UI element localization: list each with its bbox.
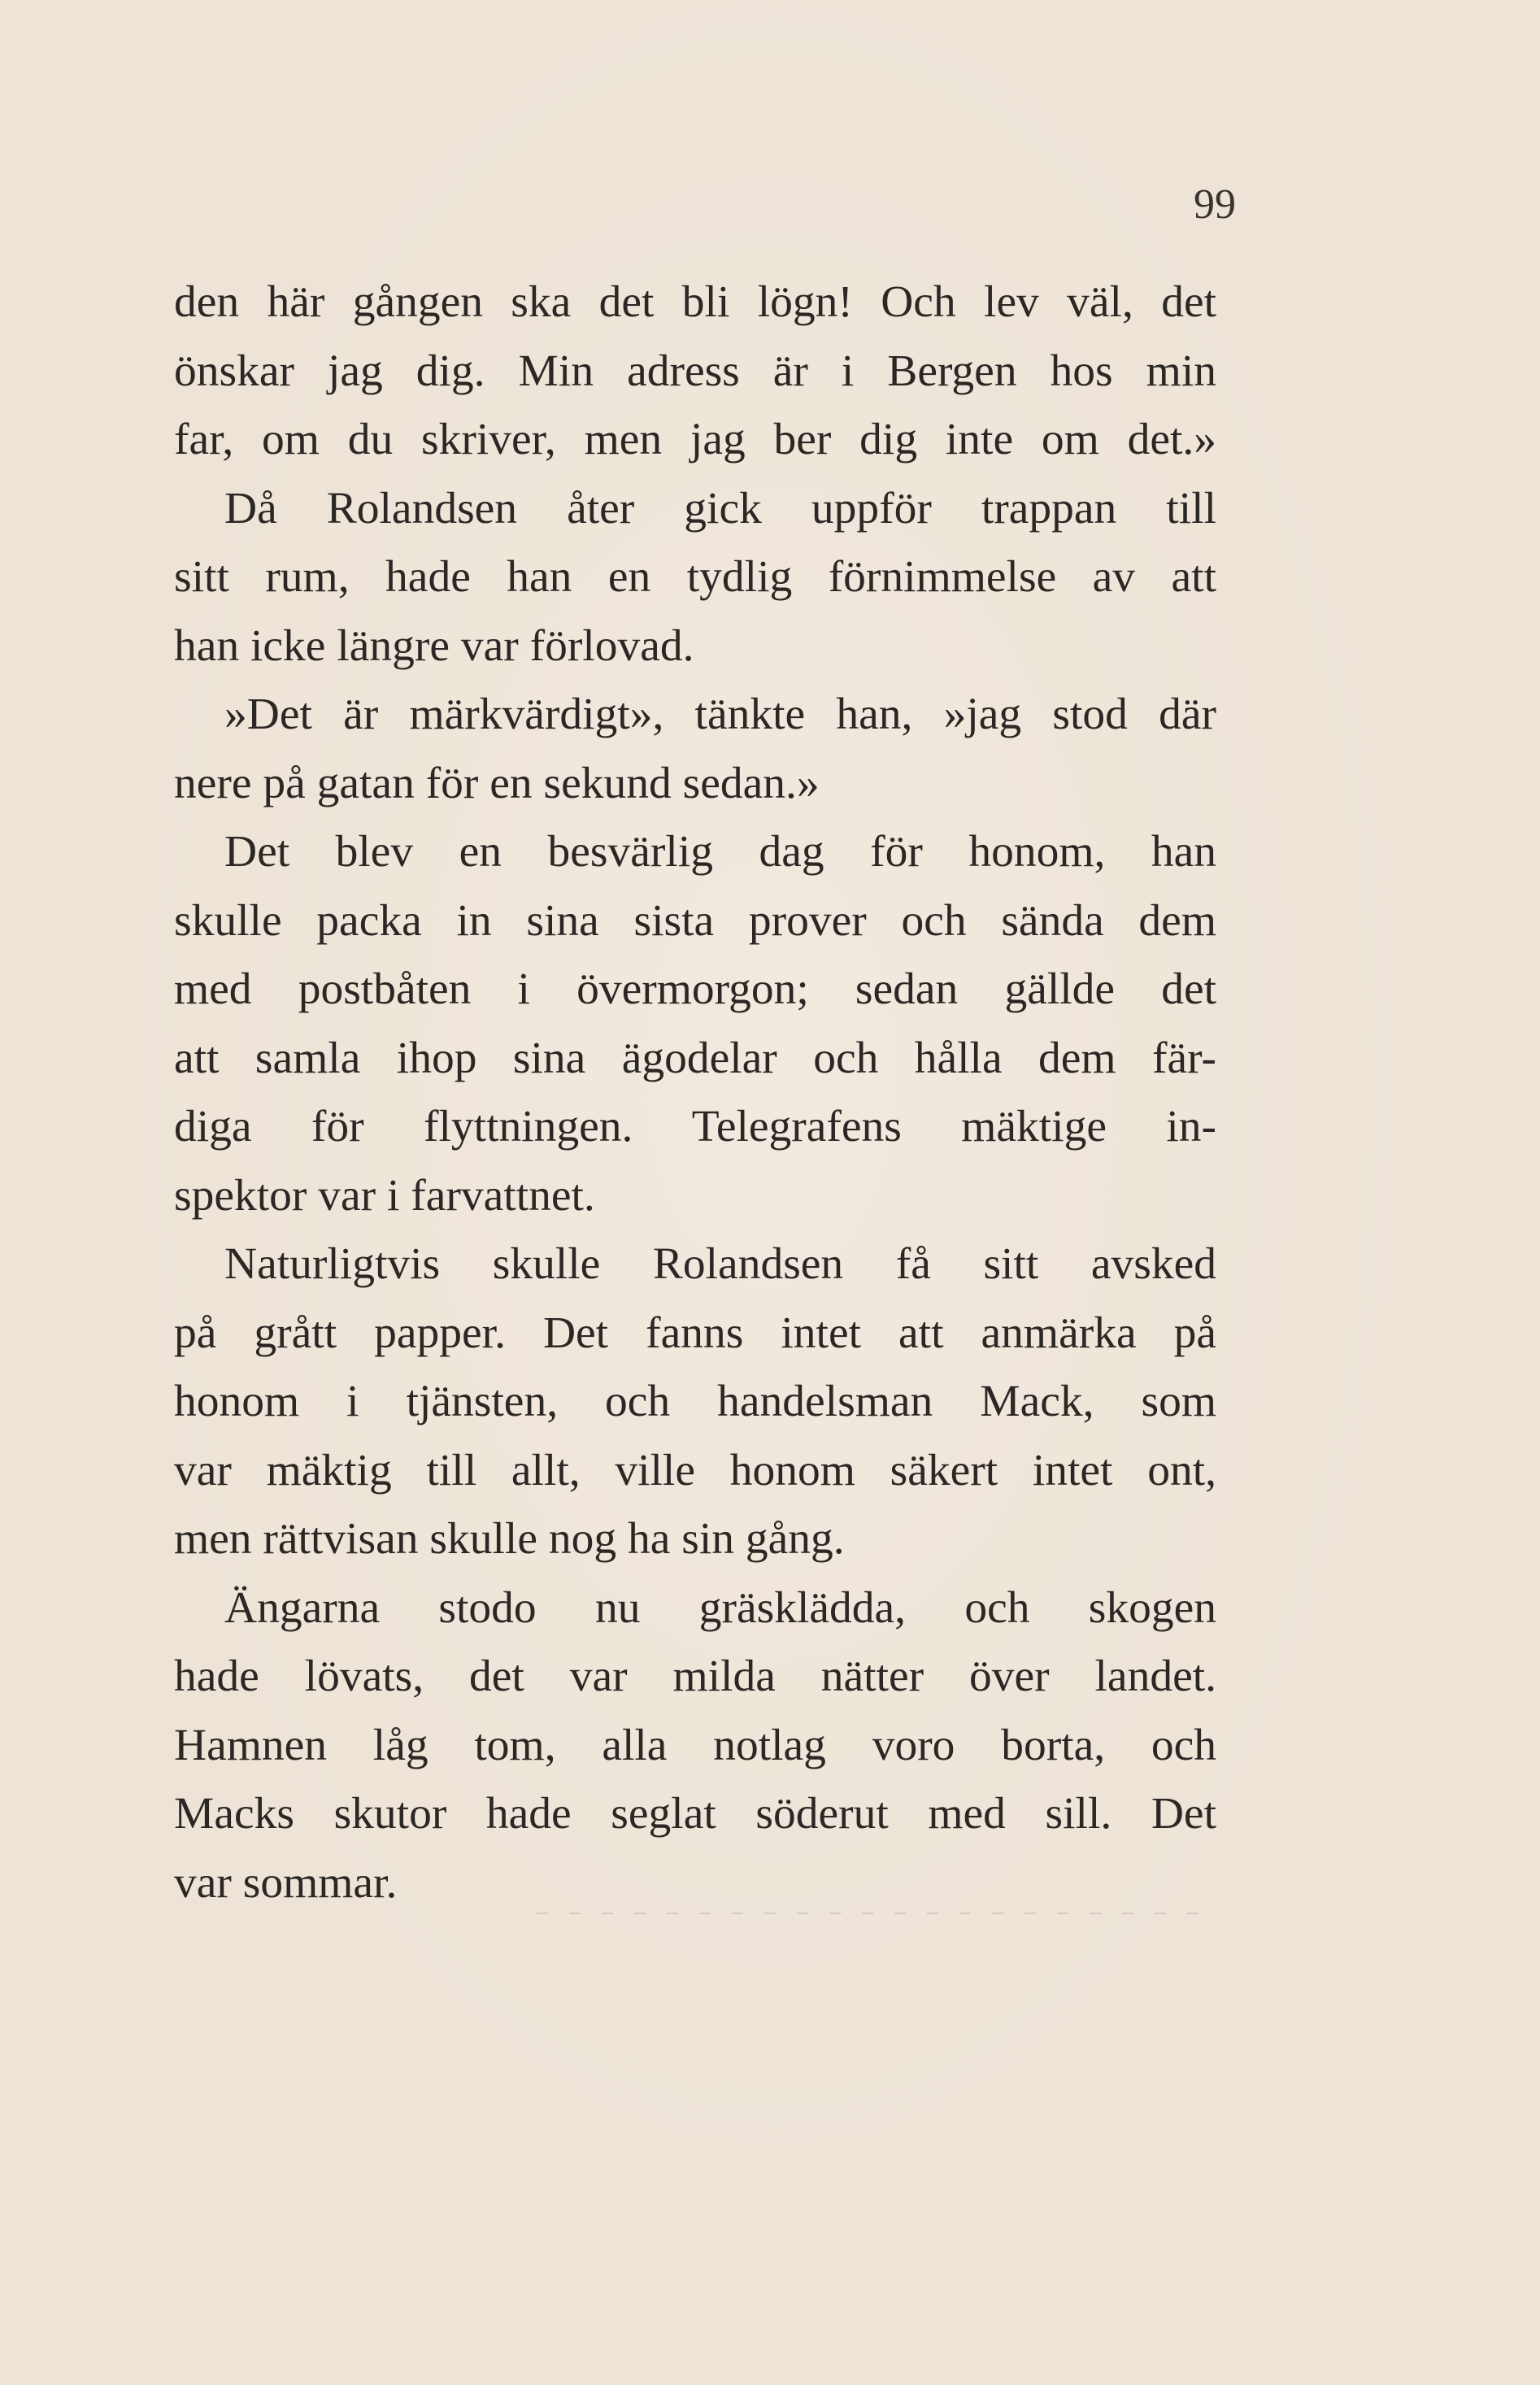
text-line: Då Rolandsen åter gick uppför trappan till — [224, 483, 1216, 533]
text-line: var mäktig till allt, ville honom säkert intet ont, — [174, 1445, 1216, 1495]
text-line: skulle packa in sina sista prover och sända dem — [174, 895, 1216, 946]
text-line: med postbåten i övermorgon; sedan gällde det — [174, 964, 1216, 1014]
text-line: på grått papper. Det fanns intet att anmärka på — [174, 1308, 1216, 1358]
text-line: önskar jag dig. Min adress är i Bergen hos min — [174, 346, 1216, 396]
text-line: den här gången ska det bli lögn! Och lev väl, det — [174, 277, 1216, 327]
text-line: hade lövats, det var milda nätter över landet. — [174, 1652, 1216, 1701]
text-line: far, om du skriver, men jag ber dig inte om det.» — [174, 415, 1216, 464]
text-line: »Det är märkvärdigt», tänkte han, »jag stod där — [224, 690, 1216, 739]
text-line: Det blev en besvärlig dag för honom, han — [224, 827, 1216, 877]
faint-bleed-through-marks — [537, 1913, 1220, 1914]
text-line: spektor var i farvattnet. — [174, 1170, 595, 1221]
text-line: diga för flyttningen. Telegrafens mäktige in- — [174, 1102, 1216, 1151]
text-line: honom i tjänsten, och handelsman Mack, som — [174, 1377, 1216, 1426]
text-line: var sommar. — [174, 1857, 398, 1908]
text-line: Ängarna stodo nu gräsklädda, och skogen — [224, 1582, 1216, 1633]
text-line: Hamnen låg tom, alla notlag voro borta, och — [174, 1720, 1216, 1770]
body-text — [174, 268, 1216, 1917]
text-line: Naturligtvis skulle Rolandsen få sitt avsked — [224, 1239, 1216, 1289]
text-line: nere på gatan för en sekund sedan.» — [174, 758, 820, 808]
page-number: 99 — [1194, 181, 1236, 228]
text-line: sitt rum, hade han en tydlig förnimmelse av att — [174, 552, 1216, 602]
text-line: han icke längre var förlovad. — [174, 620, 694, 671]
text-line: att samla ihop sina ägodelar och hålla dem fär- — [174, 1033, 1216, 1083]
text-line: men rättvisan skulle nog ha sin gång. — [174, 1514, 845, 1564]
text-line: Macks skutor hade seglat söderut med sill. Det — [174, 1789, 1216, 1839]
